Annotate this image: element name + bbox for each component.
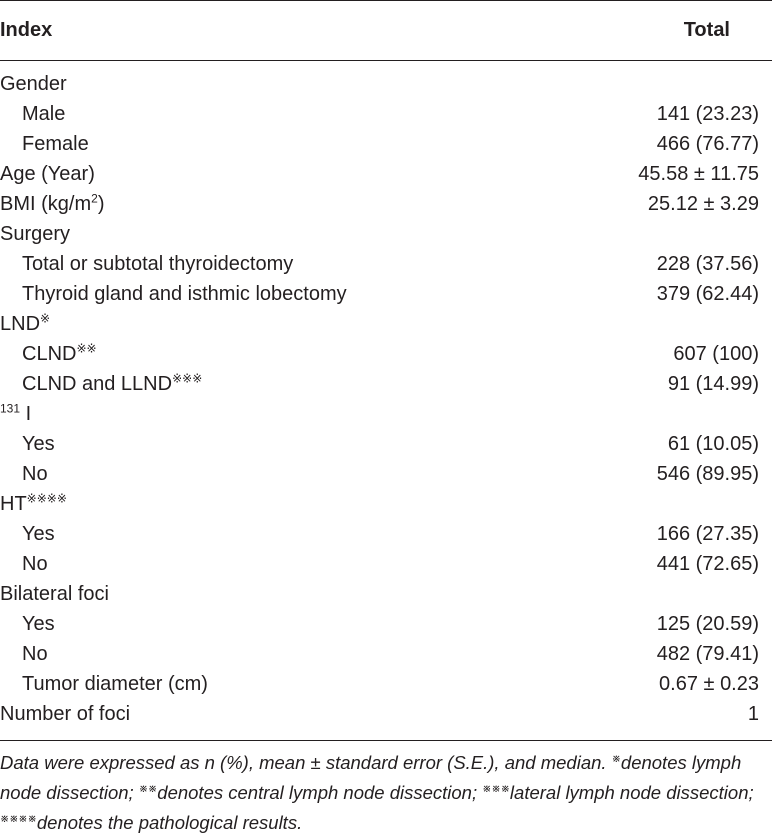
table-row: [0, 159, 772, 189]
row-label-presup: 131: [0, 401, 21, 416]
row-label-text: Thyroid gland and isthmic lobectomy: [22, 283, 347, 305]
row-value: 607 (100): [673, 343, 759, 365]
row-label-text: Bilateral foci: [0, 583, 109, 605]
footnote-text: denotes central lymph node dissection;: [157, 782, 483, 803]
table-row: [0, 279, 772, 309]
row-label-text: Surgery: [0, 223, 71, 245]
row-label: [22, 249, 293, 279]
table-row: [0, 189, 772, 219]
row-label: [22, 99, 65, 129]
footnote-text: lateral lymph node dissection;: [509, 782, 754, 803]
row-label: [0, 189, 104, 219]
table-row: [0, 399, 772, 429]
row-label-text: Total or subtotal thyroidectomy: [22, 253, 294, 275]
row-label-text: Yes: [22, 613, 55, 635]
row-label-text: No: [22, 463, 48, 485]
row-label-sup: ※※: [76, 341, 97, 356]
row-label: [0, 219, 70, 249]
row-value: 91 (14.99): [667, 373, 759, 395]
row-value: 379 (62.44): [656, 283, 759, 305]
row-label: [22, 369, 202, 399]
row-label: [0, 399, 31, 429]
row-value: 546 (89.95): [656, 463, 759, 485]
row-label: [22, 429, 55, 459]
row-label: [22, 609, 55, 639]
row-label: [22, 669, 208, 699]
table-top-rule: [0, 0, 772, 1]
row-label-text: No: [22, 553, 48, 575]
footnote-mark: ※※: [138, 782, 158, 795]
row-label-text: Yes: [22, 433, 55, 455]
table-row: [0, 219, 772, 249]
table-row: [0, 459, 772, 489]
row-value: 466 (76.77): [656, 133, 759, 155]
row-label-text: I: [20, 403, 32, 425]
row-label-text: Gender: [0, 73, 67, 95]
row-value: 25.12 ± 3.29: [647, 193, 759, 215]
row-value: 61 (10.05): [667, 433, 759, 455]
row-label: [22, 459, 48, 489]
row-label: [22, 279, 347, 309]
row-label-text: LND: [0, 313, 41, 335]
table-row: [0, 669, 772, 699]
footnote-text: denotes the pathological results.: [36, 812, 303, 833]
row-value: 228 (37.56): [656, 253, 759, 275]
table-row: [0, 699, 772, 729]
row-label-sup: ※※※※: [26, 491, 67, 506]
table-footnote: [0, 748, 770, 838]
header-index: Index: [0, 19, 53, 41]
table-row: [0, 99, 772, 129]
row-label: [0, 69, 67, 99]
row-label: [0, 579, 109, 609]
row-label: [22, 519, 55, 549]
row-value: 166 (27.35): [656, 523, 759, 545]
table-row: [0, 309, 772, 339]
table-row: [0, 69, 772, 99]
row-label: [0, 489, 67, 519]
footnote-mark: ※: [611, 752, 621, 765]
row-label: [0, 159, 95, 189]
table-body: [0, 69, 772, 729]
table-row: [0, 249, 772, 279]
table-row: [0, 549, 772, 579]
row-value: 482 (79.41): [656, 643, 759, 665]
row-label: [22, 639, 48, 669]
row-label-text: No: [22, 643, 48, 665]
row-label-text: CLND: [22, 343, 77, 365]
footnote-text: denotes lymph node dissection;: [0, 752, 742, 803]
row-value: 141 (23.23): [656, 103, 759, 125]
header-rule: [0, 60, 772, 61]
row-label-text: Male: [22, 103, 66, 125]
table-row: [0, 489, 772, 519]
header-total: Total: [683, 19, 730, 41]
row-label-text: Age (Year): [0, 163, 95, 185]
row-value: 125 (20.59): [656, 613, 759, 635]
row-value: 441 (72.65): [656, 553, 759, 575]
row-label: [0, 699, 130, 729]
table-row: [0, 639, 772, 669]
row-value: 0.67 ± 0.23: [659, 673, 759, 695]
table-row: [0, 609, 772, 639]
footnote-mark: ※※※: [482, 782, 510, 795]
row-label-text: CLND and LLND: [22, 373, 173, 395]
table-row: [0, 339, 772, 369]
row-label: [22, 339, 97, 369]
table-row: [0, 519, 772, 549]
footnote-mark: ※※※※: [0, 812, 37, 825]
row-label-text: Female: [22, 133, 89, 155]
table-row: [0, 369, 772, 399]
row-value: 1: [747, 703, 759, 725]
row-label-text: Yes: [22, 523, 55, 545]
row-label-suffix: ): [97, 193, 105, 215]
table-row: [0, 129, 772, 159]
row-label-text: Tumor diameter (cm): [22, 673, 208, 695]
row-label-text: Number of foci: [0, 703, 131, 725]
row-label-text: HT: [0, 493, 27, 515]
row-label: [22, 129, 89, 159]
row-label: [0, 309, 50, 339]
table-row: [0, 429, 772, 459]
row-label-text: BMI (kg/m: [0, 193, 92, 215]
row-label-sup: ※※※: [172, 371, 203, 386]
row-label-sup: ※: [40, 311, 51, 326]
row-value: 45.58 ± 11.75: [638, 163, 759, 185]
footnote-text: Data were expressed as n (%), mean ± standard error (S.E.), and median.: [0, 752, 612, 773]
row-label: [22, 549, 48, 579]
table-bottom-rule: [0, 740, 772, 741]
row-label-sup: 2: [91, 191, 98, 206]
table-row: [0, 579, 772, 609]
